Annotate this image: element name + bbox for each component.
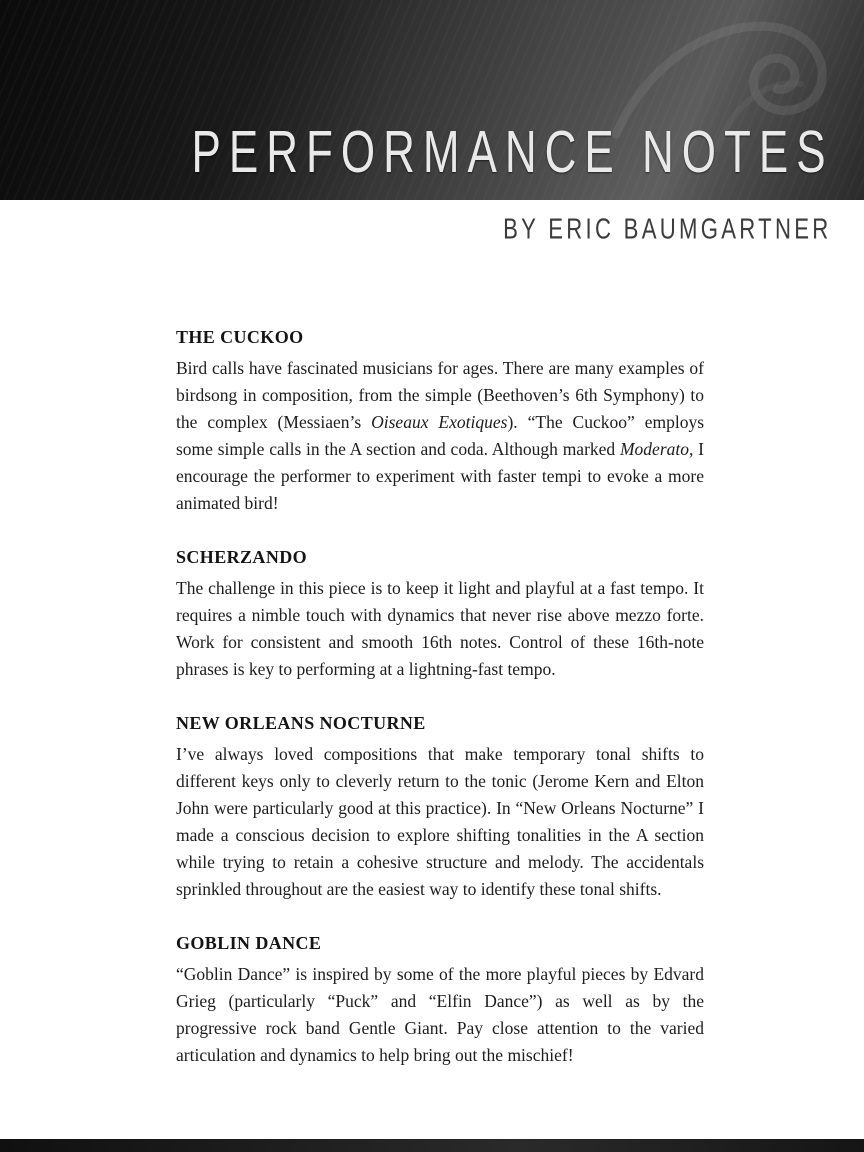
- section-the-cuckoo: [176, 327, 704, 517]
- section-heading: GOBLIN DANCE: [176, 933, 322, 953]
- section-body: I’ve always loved compositions that make temporary tonal shifts to different keys only to cleverly return to the tonic (Jerome Kern and Elton John were particularly good at this practice). In “New Orleans Nocturne” I made a conscious decision to explore shifting tonalities in the A section while trying to retain a cohesive structure and melody. The accidentals sprinkled throughout are the easiest way to identify these tonal shifts.: [176, 744, 704, 899]
- section-scherzando: [176, 547, 704, 683]
- section-heading: THE CUCKOO: [176, 327, 304, 347]
- section-new-orleans-nocturne: [176, 713, 704, 903]
- byline: BY ERIC BAUMGARTNER: [503, 213, 832, 245]
- footer-bar: [0, 1139, 864, 1152]
- section-goblin-dance: [176, 933, 704, 1069]
- page-title: PERFORMANCE NOTES: [191, 117, 834, 185]
- section-body: The challenge in this piece is to keep it light and playful at a fast tempo. It requires a nimble touch with dynamics that never rise above mezzo forte. Work for consistent and smooth 16th notes. Control of these 16th-note phrases is key to performing at a lightning-fast tempo.: [176, 578, 704, 679]
- section-heading: NEW ORLEANS NOCTURNE: [176, 713, 426, 733]
- performance-notes-content: [0, 245, 864, 1069]
- page-header: [0, 0, 864, 200]
- byline-row: [0, 200, 864, 245]
- section-body: Bird calls have fascinated musicians for ages. There are many examples of birdsong in composition, from the simple (Beethoven’s 6th Symphony) to the complex (Messiaen’s Oiseaux Exotiques). “The Cuckoo” employs some simple calls in the A section and coda. Although marked Moderato, I encourage the performer to experiment with faster tempi to evoke a more animated bird!: [176, 358, 705, 513]
- section-heading: SCHERZANDO: [176, 547, 308, 567]
- section-body: “Goblin Dance” is inspired by some of the more playful pieces by Edvard Grieg (particularly “Puck” and “Elfin Dance”) as well as by the progressive rock band Gentle Giant. Pay close attention to the varied articulation and dynamics to help bring out the mischief!: [176, 964, 704, 1065]
